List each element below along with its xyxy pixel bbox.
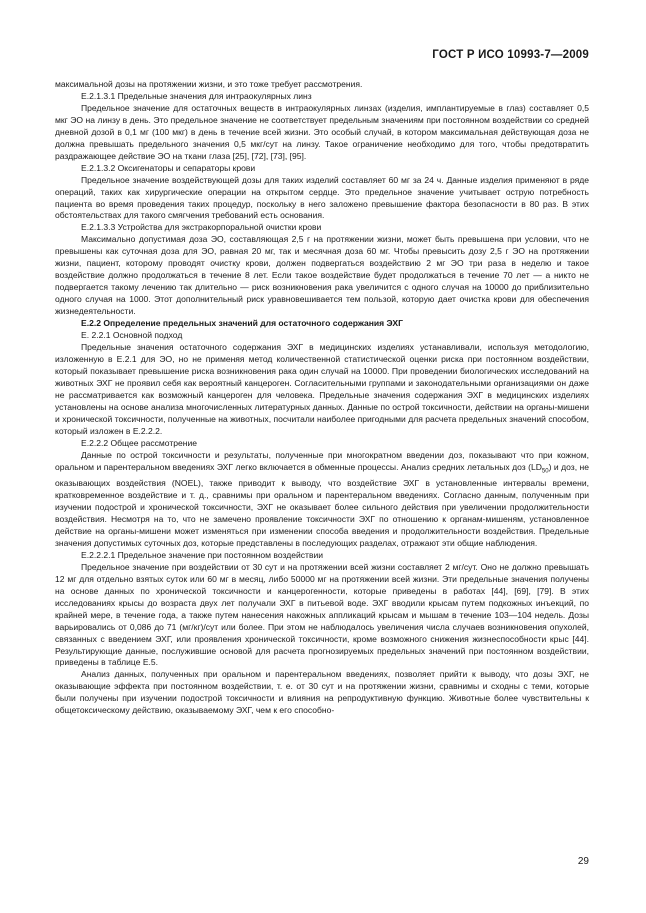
paragraph: Анализ данных, полученных при оральном и парентеральном введениях, позволяет прийти к выводу, что дозы ЭХГ, не оказывающие эффекта при постоянном воздействии, т. е. от 30 сут и на протяжении жизни, сравнимы и сходны с теми, которые были получены при изучении подострой токсичности и влияния на репродуктивную функцию. Животные более чувствительны к общетоксическому действию, оказываемому ЭХГ, чем к его способно-: [55, 669, 589, 716]
paragraph: Максимально допустимая доза ЭО, составляющая 2,5 г на протяжении жизни, может быть превышена при условии, что не превышены как суточная доза для ЭО, равная 20 мг, так и месячная доза 60 мг. Чтобы превысить дозу 2,5 г ЭО на протяжении жизни, пациент, которому проводят очистку крови, должен подвергаться воздействию 2 мг ЭО три раза в неделю и такое воздействие должно продолжаться в течение 8 лет. Если такое воздействие будет продолжаться в течение 70 лет — а никто не подвергается такому лечению так длительно — риск возникновения рака увеличится с одного случая на 10000 до приблизительно одного случая на 1000. Этот дополнительный риск уравновешивается тем пользой, которую дает очистка крови для обеспечения жизнедеятельности.: [55, 234, 589, 317]
paragraph: Предельное значение при воздействии от 30 сут и на протяжении всей жизни составляет 2 мг/сут. Оно не должно превышать 12 мг для отдельно взятых суток или 60 мг в месяц, либо 50000 мг на протяжении всей жизни. Эти предельные значения получены на основе данных по хронической токсичности и канцерогенности, которые приведены в работах [44], [69], [79]. В этих исследованиях крысы до возраста двух лет получали ЭХГ в питьевой воде. ЭХГ вводили крысам путем подкожных инъекций, по крайней мере, в течение года, а также путем нанесения накожных аппликаций крысам и мышам в течение 103—104 недель. Дозы варьировались от 0,086 до 71 (мг/кг)/сут или более. При этом не наблюдалось увеличения числа случаев возникновения опухолей, связанных с введением ЭХГ, или проявления хронической токсичности, кроме возможного снижения жизнеспособности крыс [44]. Результирующие данные, послужившие основой для расчета прогнозируемых предельных значений при постоянном воздействии, приведены в таблице Е.5.: [55, 561, 589, 668]
page-number: 29: [577, 856, 589, 867]
section-heading: Е.2.2.2 Общее рассмотрение: [81, 437, 197, 448]
section-heading: Е. 2.2.1 Основной подход: [81, 330, 183, 341]
paragraph: Предельное значение воздействующей дозы для таких изделий составляет 60 мг за 24 ч. Данные изделия применяют в ряде операций, таких как хирургические операции на открытом сердце. Это предельное значение учитывает острую потребность пациента во время проведения таких процедур, поскольку в него заложено превышение фактора безопасности в 80 раз. В этих обстоятельствах для такого смягчения требований есть основания.: [55, 174, 589, 221]
page-body: [55, 79, 589, 717]
paragraph: Данные по острой токсичности и результаты, полученные при многократном введении доз, показывают что при кожном, оральном и парентеральном введениях ЭХГ легко включается в обменные процессы. Анализ средних летальных доз $(LD_{50})$ и доз, не оказывающих воздействия (NOEL), также приводит к выводу, что воздействие ЭХГ в установленные интервалы времени, кратковременное воздействие и т. д., сравнимы при оральном и парентеральном введениях. Согласно данным, полученным при изучении подострой и хронической токсичности, ЭХГ не оказывает более сильного действия при увеличении продолжительности воздействия. Несмотря на то, что не замечено проявление токсичности ЭХГ по отношению к органам-мишеням, установленное действие на органы-мишени может изменяться при изменении способа введения и продолжительности воздействия. Предельные значения допустимых суточных доз, которые представлены в последующих разделах, отражают эти общие наблюдения.: [55, 449, 590, 548]
paragraph: максимальной дозы на протяжении жизни, и это тоже требует рассмотрения.: [55, 79, 363, 89]
document-header: ГОСТ Р ИСО 10993-7—2009: [432, 49, 589, 61]
section-heading: Е.2.1.3.2 Оксигенаторы и сепараторы крови: [81, 162, 256, 173]
section-heading: Е.2.2.2.1 Предельное значение при постоянном воздействии: [81, 549, 324, 560]
section-heading: Е.2.1.3.1 Предельные значения для интраокулярных линз: [81, 90, 312, 101]
section-heading: Е.2.2 Определение предельных значений для остаточного содержания ЭХГ: [81, 318, 403, 329]
paragraph: Предельное значение для остаточных веществ в интраокулярных линзах (изделия, имплантируемые в глаз) составляет 0,5 мкг ЭО на линзу в день. Это предельное значение не соответствует предельным значениям при постоянном воздействии со средней дневной дозой в 0,1 мг (100 мкг) в день в течение всей жизни. Это особый случай, в котором максимальная действующая доза не должна превышать предельного значения 0,5 мкг/сут на линзу. Такое ограничение необходимо для того, чтобы предотвратить раздражающее действие ЭО на ткани глаза [25], [72], [73], [95].: [55, 102, 589, 161]
paragraph: Предельные значения остаточного содержания ЭХГ в медицинских изделиях устанавливали, используя методологию, изложенную в Е.2.1 для ЭО, но не применяя метод количественной статистической оценки риска при постоянном воздействии, который показывает превышение риска возникновения рака один случай на 10000. При проведении биологических исследований на животных ЭХГ не проявил себя как вероятный канцероген. Согласительными группами и законодательными организациями он даже не рассматривается как возможный канцероген для человека. Предельные значения содержания ЭХГ в медицинских изделиях установлены на основе анализа многочисленных литературных данных. Данные по острой токсичности, действии на органы-мишени и хронической токсичности, полученные на животных, посчитали наиболее пригодными для расчета предельных значений способом, который изложен в Е.2.2.2.: [55, 341, 589, 436]
section-heading: Е.2.1.3.3 Устройства для экстракорпоральной очистки крови: [81, 222, 322, 233]
